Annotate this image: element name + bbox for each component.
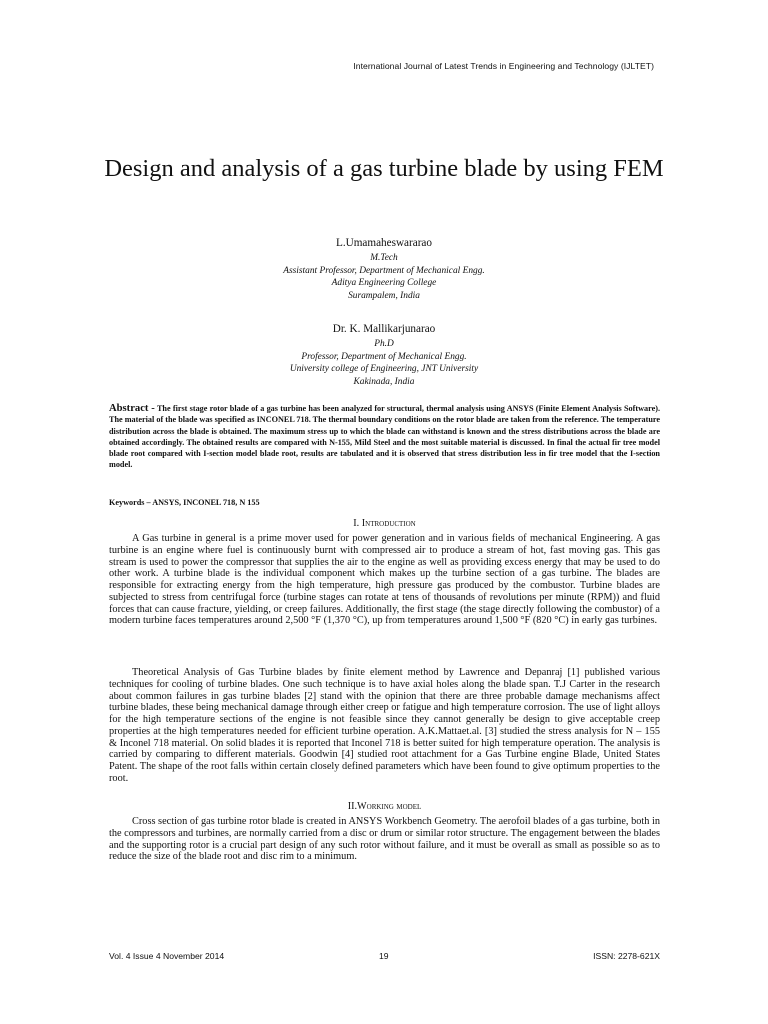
author-name: Dr. K. Mallikarjunarao	[332, 323, 436, 335]
section-heading-introduction: I. Introduction	[353, 518, 416, 529]
author-name: L.Umamaheswararao	[336, 237, 432, 249]
abstract-text: The first stage rotor blade of a gas turbine has been analyzed for structural, thermal analysis using ANSYS (Finite Element Analysis Software). The material of the blade was specified as INCONEL 718. The thermal boundary conditions on the rotor blade are taken from the reference. The temperature distribution across the blade is obtained. The maximum stress up to which the blade can withstand is known and the stress distributions across the blade are obtained accordingly. The obtained results are compared with N-155, Mild Steel and the most suitable material is discussed. In final the actual fir tree model blade root compared with I-section model blade root, results are tabulated and it is observed that stress distribution less in fir tree model that the I-section model.	[109, 404, 660, 470]
abstract	[109, 403, 660, 471]
author-block-1	[100, 236, 668, 302]
author-institution: Aditya Engineering College	[331, 278, 437, 289]
footer-volume: Vol. 4 Issue 4 November 2014	[109, 951, 225, 961]
section-heading-working-model: II.Working model	[347, 801, 422, 812]
author-position: Professor, Department of Mechanical Engg.	[301, 351, 467, 362]
body-paragraph: Cross section of gas turbine rotor blade is created in ANSYS Workbench Geometry. The aerofoil blades of a gas turbine, both in the compressors and turbines, are normally carried from a disc or drum or similar rotor structure. The engagement between the blades and the supporting rotor is a crucial part design of any such rotor without failure, and it must be overall as small as possible so as to reduce the size of the blade root and disc rim to a minimum.	[109, 816, 660, 863]
author-location: Kakinada, India	[353, 376, 415, 387]
author-location: Surampalem, India	[348, 290, 420, 301]
footer-issn: ISSN: 2278-621X	[593, 951, 660, 961]
running-header: International Journal of Latest Trends in Engineering and Technology (IJLTET)	[353, 61, 654, 71]
author-institution: University college of Engineering, JNT University	[289, 364, 479, 375]
author-degree: M.Tech	[370, 253, 398, 263]
page-footer	[109, 951, 660, 965]
body-paragraph: A Gas turbine in general is a prime mover used for power generation and in various fields of mechanical Engineering. A gas turbine is an engine where fuel is continuously burnt with compressed air to produce a stream of hot, fast moving gas. This gas stream is used to power the compressor that supplies the air to the engine as well as providing excess energy that may be used to do other work. A turbine blade is the individual component which makes up the turbine section of a gas turbine. The blades are responsible for extracting energy from the high temperature, high pressure gas produced by the combustor. Turbine blades are subjected to stress from centrifugal force (turbine stages can rotate at tens of thousands of revolutions per minute (RPM)) and fluid forces that can cause fracture, yielding, or creep failures. Additionally, the first stage (the stage directly following the combustor) of a modern turbine faces temperatures around 2,500 °F (1,370 °C), up from temperatures around 1,500 °F (820 °C) in early gas turbines.	[109, 533, 660, 627]
page-number: 19	[379, 951, 389, 961]
body-paragraph: Theoretical Analysis of Gas Turbine blades by finite element method by Lawrence and Depanraj [1] published various techniques for cooling of turbine blades. One such technique is to have axial holes along the blade span. T.J Carter in the research about common failures in gas turbine blades [2] stand with the opinion that there are three probable damage mechanisms affect turbine blades, these being mechanical damage through either creep or fatigue and high temperature corrosion. The use of light alloys for the high temperature sections of the engine is not feasible since they cannot generally be design to give acceptable creep properties at the high temperatures needed for efficient turbine operation. A.K.Mattaet.al. [3] studied the stress analysis for N – 155 & Inconel 718 material. On solid blades it is reported that Inconel 718 is better suited for high temperature operation. The analysis is carried by comparing to different materials. Goodwin [4] studied root attachment for a Gas Turbine engine Blade, United States Patent. The shape of the root falls within certain closely defined parameters which have been found to give optimum properties to the root.	[109, 667, 660, 784]
author-position: Assistant Professor, Department of Mechanical Engg.	[283, 265, 485, 276]
abstract-label: Abstract -	[109, 403, 155, 414]
keywords: Keywords – ANSYS, INCONEL 718, N 155	[109, 498, 260, 507]
author-block-2	[100, 322, 668, 388]
author-degree: Ph.D	[374, 339, 394, 349]
paper-title: Design and analysis of a gas turbine blade by using FEM	[104, 155, 664, 182]
